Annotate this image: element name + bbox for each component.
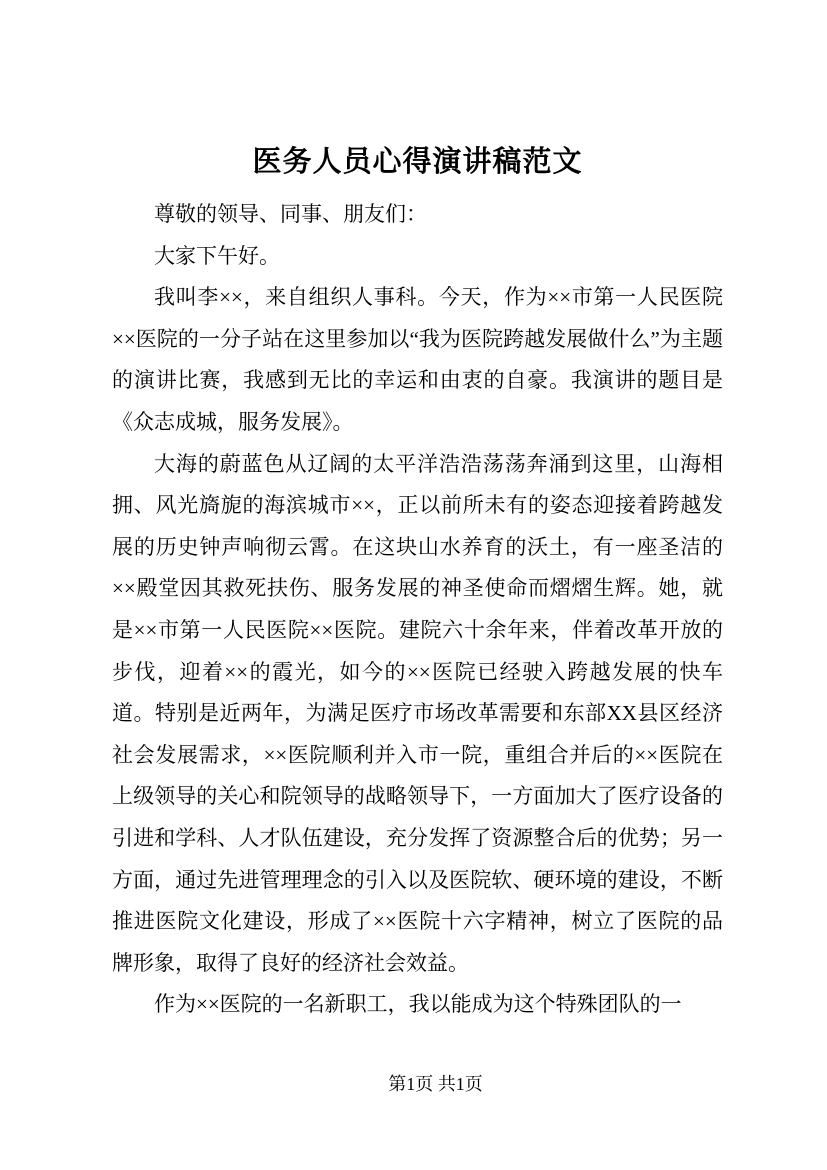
- page-number-footer: 第1页 共1页: [388, 1074, 483, 1094]
- salutation-paragraph: 尊敬的领导、同事、朋友们：: [154, 202, 427, 226]
- document-body: [112, 194, 723, 1026]
- greeting-paragraph: 大家下午好。: [154, 243, 280, 268]
- closing-paragraph: 作为××医院的一名新职工，我以能成为这个特殊团队的一: [154, 992, 682, 1017]
- document-title: 医务人员心得演讲稿范文: [252, 146, 583, 178]
- intro-paragraph: 我叫李××，来自组织人事科。今天，作为××市第一人民医院××医院的一分子站在这里参加以“我为医院跨越发展做什么”为主题的演讲比赛，我感到无比的幸运和由衷的自豪。我演讲的题目是《众志成城，服务发展》。: [112, 285, 723, 434]
- main-paragraph: 大海的蔚蓝色从辽阔的太平洋浩浩荡荡奔涌到这里，山海相拥、风光旖旎的海滨城市××，正以前所未有的姿态迎接着跨越发展的历史钟声响彻云霄。在这块山水养育的沃土，有一座圣洁的××殿堂因其救死扶伤、服务发展的神圣使命而熠熠生辉。她，就是××市第一人民医院××医院。建院六十余年来，伴着改革开放的步伐，迎着××的霞光，如今的××医院已经驶入跨越发展的快车道。特别是近两年，为满足医疗市场改革需要和东部XX县区经济社会发展需求，××医院顺利并入市一院，重组合并后的××医院在上级领导的关心和院领导的战略领导下，一方面加大了医疗设备的引进和学科、人才队伍建设，充分发挥了资源整合后的优势；另一方面，通过先进管理理念的引入以及医院软、硬环境的建设，不断推进医院文化建设，形成了××医院十六字精神，树立了医院的品牌形象，取得了良好的经济社会效益。: [112, 451, 723, 975]
